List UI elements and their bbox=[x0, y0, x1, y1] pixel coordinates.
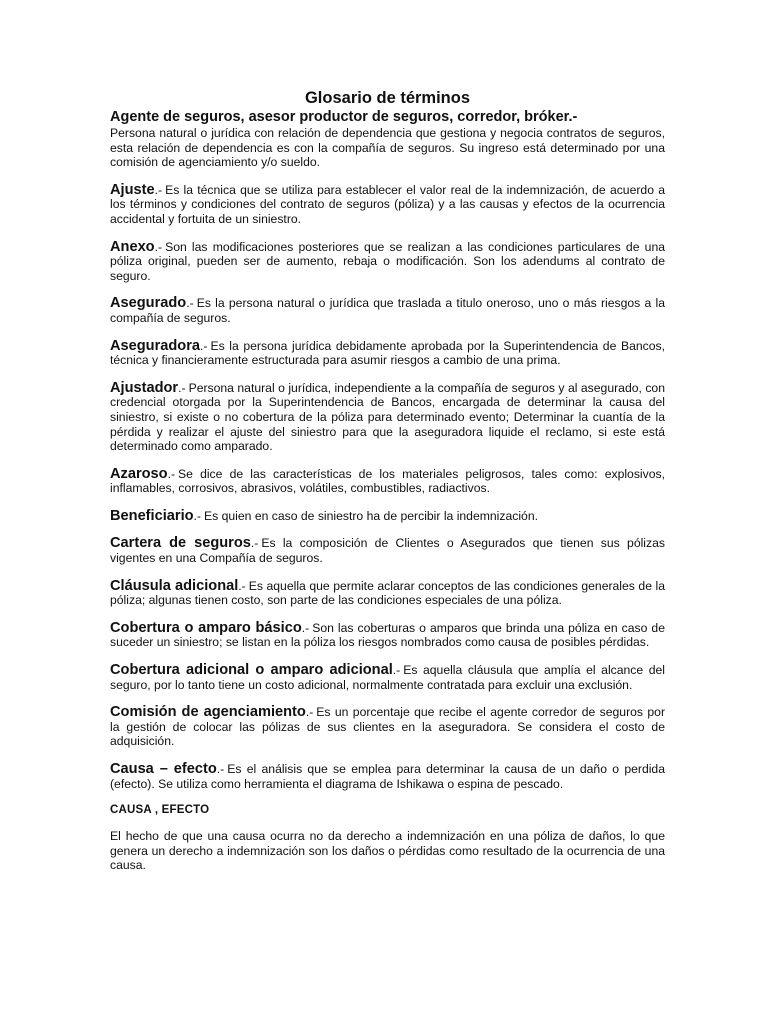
entry-definition: Son las coberturas o amparos que brinda una póliza en caso de suceder un siniestro; se listan en la póliza los riesgos nombrados como causa de posibles pérdidas. bbox=[110, 620, 665, 650]
entry-term: Azaroso bbox=[110, 465, 168, 482]
entry-term: Anexo bbox=[110, 238, 155, 255]
glossary-entry bbox=[110, 381, 665, 454]
entry-separator: .- bbox=[178, 380, 186, 395]
entry-separator: .- bbox=[154, 182, 163, 197]
entry-term: Ajustador bbox=[110, 379, 179, 396]
entry-separator: .- bbox=[250, 536, 259, 551]
entry-definition: Es un porcentaje que recibe el agente corredor de seguros por la gestión de colocar las pólizas de sus clientes en la aseguradora. Se considera el costo de adquisición. bbox=[110, 705, 665, 749]
glossary-entries bbox=[110, 183, 665, 791]
glossary-entry bbox=[110, 536, 665, 565]
glossary-entry bbox=[110, 762, 665, 791]
glossary-entry bbox=[110, 621, 665, 650]
glossary-entry bbox=[110, 296, 665, 325]
entry-separator: .- bbox=[301, 620, 310, 635]
entry-definition: Es la técnica que se utiliza para establecer el valor real de la indemnización, de acuerdo a los términos y condiciones del contrato de seguros (póliza) y a las causas y efectos de la ocurrencia accidental y fortuita de un siniestro. bbox=[110, 182, 665, 226]
glossary-entry bbox=[110, 467, 665, 496]
entry-separator: .- bbox=[167, 466, 176, 481]
section-subheading: CAUSA , EFECTO bbox=[110, 804, 210, 817]
glossary-entry bbox=[110, 240, 665, 284]
entry-separator: .- bbox=[238, 578, 246, 593]
entry-separator: .- bbox=[193, 508, 201, 523]
entry-term: Ajuste bbox=[110, 181, 155, 198]
entry-definition: Es aquella cláusula que amplía el alcance del seguro, por lo tanto tiene un costo adicional, normalmente contratada para excluir una exclusión. bbox=[110, 663, 665, 692]
entry-separator: .- bbox=[200, 338, 208, 353]
entry-separator: .- bbox=[392, 663, 401, 678]
document-page bbox=[110, 88, 665, 873]
entry-separator: .- bbox=[154, 239, 163, 254]
entry-term: Comisión de agenciamiento bbox=[110, 704, 306, 721]
entry-separator: .- bbox=[186, 296, 194, 311]
entry-term: Beneficiario bbox=[110, 507, 194, 524]
entry-term: Cobertura adicional o amparo adicional bbox=[110, 662, 393, 679]
entry-definition: Es la persona jurídica debidamente aprobada por la Superintendencia de Bancos, técnica y financieramente estructurada para asumir riesgos a cambio de una prima. bbox=[110, 338, 665, 368]
entry-term: Cobertura o amparo básico bbox=[110, 619, 302, 636]
glossary-entry bbox=[110, 183, 665, 227]
entry-definition: Es quien en caso de siniestro ha de percibir la indemnización. bbox=[204, 508, 538, 523]
closing-paragraph: El hecho de que una causa ocurra no da derecho a indemnización en una póliza de daños, lo que genera un derecho a indemnización son los daños o pérdidas como resultado de la ocurrencia de una causa. bbox=[110, 829, 665, 873]
entry-definition: Persona natural o jurídica, independiente a la compañía de seguros y al asegurado, con credencial otorgada por la Superintendencia de Bancos, encargada de determinar la causa del siniestro, si existe o no cobertura de la póliza para determinado evento; Determinar la cuantía de la pérdida y realizar el ajuste del siniestro para que la aseguradora liquide el reclamo, si este está determinado como amparado. bbox=[110, 380, 665, 454]
glossary-entry bbox=[110, 663, 665, 692]
entry-term: Asegurado bbox=[110, 295, 187, 312]
glossary-entry bbox=[110, 705, 665, 749]
document-title: Glosario de términos bbox=[304, 89, 471, 107]
entry-definition: Son las modificaciones posteriores que se realizan a las condiciones particulares de una póliza original, pueden ser de aumento, rebaja o modificación. Son los adendums al contrato de seguro. bbox=[110, 239, 665, 283]
glossary-entry bbox=[110, 339, 665, 368]
entry-definition: Es aquella que permite aclarar conceptos de las condiciones generales de la póliza; algunas tienen costo, son parte de las condiciones especiales de una póliza. bbox=[110, 578, 665, 608]
entry-term: Cláusula adicional bbox=[110, 577, 239, 594]
entry-term: Cartera de seguros bbox=[110, 535, 251, 552]
intro-term: Agente de seguros, asesor productor de seguros, corredor, bróker.- bbox=[110, 109, 578, 125]
glossary-entry bbox=[110, 579, 665, 608]
glossary-entry bbox=[110, 509, 665, 524]
entry-term: Causa – efecto bbox=[110, 761, 217, 777]
intro-definition: Persona natural o jurídica con relación de dependencia que gestiona y negocia contratos de seguros, esta relación de dependencia es con la compañía de seguros. Su ingreso está determinado por una comisión de agenciamiento y/o sueldo. bbox=[110, 126, 665, 170]
entry-definition: Es la persona natural o jurídica que traslada a titulo oneroso, uno o más riesgos a la compañía de seguros. bbox=[110, 296, 665, 325]
entry-definition: Es el análisis que se emplea para determinar la causa de un daño o perdida (efecto). Se utiliza como herramienta el diagrama de Ishikawa o espina de pescado. bbox=[110, 762, 665, 791]
entry-separator: .- bbox=[216, 762, 225, 776]
entry-separator: .- bbox=[305, 705, 314, 720]
entry-term: Aseguradora bbox=[110, 337, 201, 354]
entry-definition: Es la composición de Clientes o Asegurados que tienen sus pólizas vigentes en una Compañía de seguros. bbox=[110, 536, 665, 566]
entry-definition: Se dice de las características de los materiales peligrosos, tales como: explosivos, inflamables, corrosivos, abrasivos, volátiles, combustibles, radiactivos. bbox=[110, 466, 665, 496]
